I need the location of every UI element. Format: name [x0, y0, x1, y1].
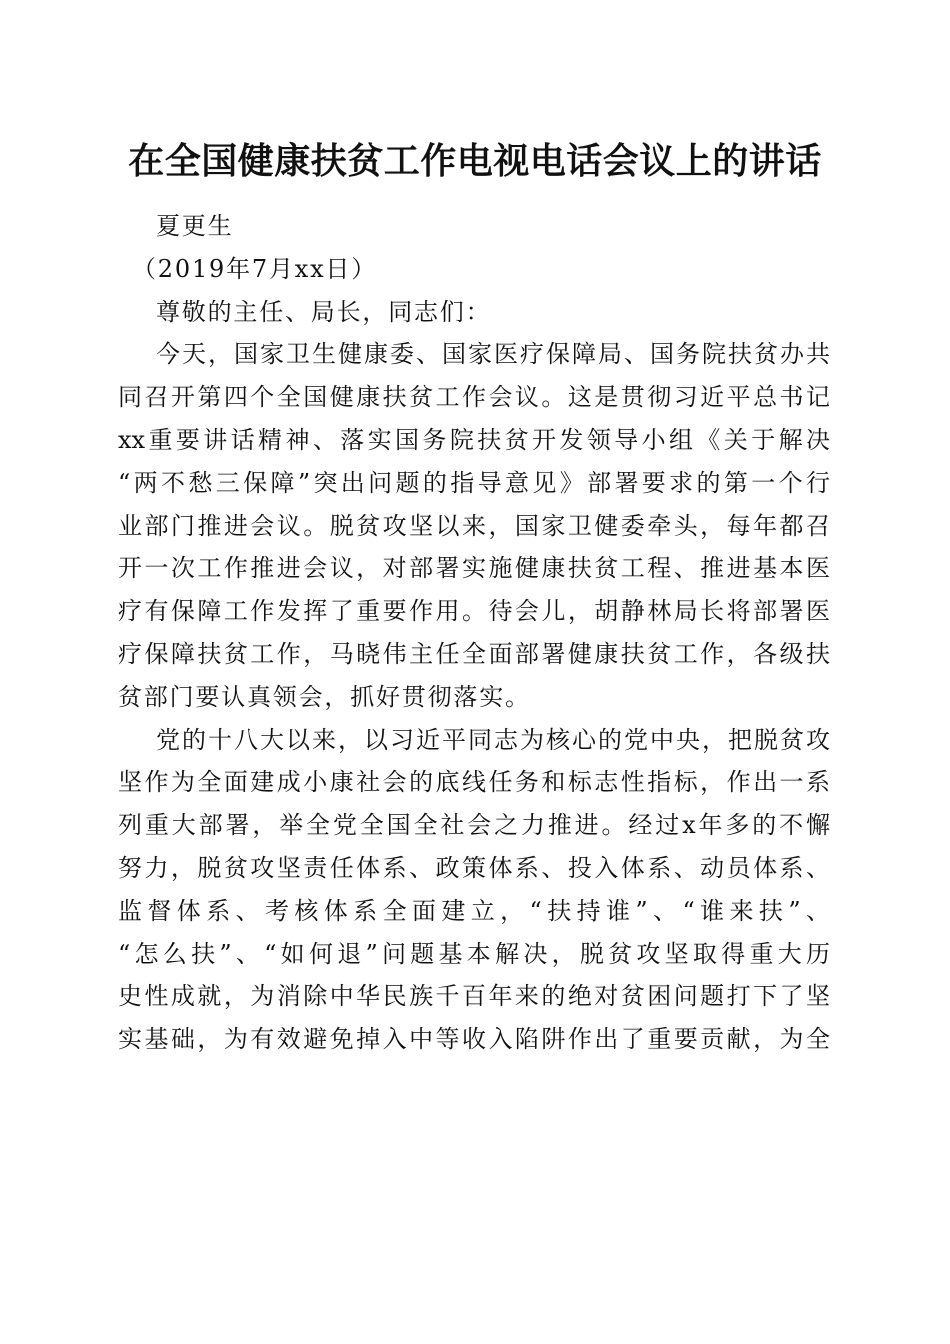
paragraph-line: 今天，国家卫生健康委、国家医疗保障局、国务院扶贫办共 — [156, 340, 830, 369]
paragraph-line: 努力，脱贫攻坚责任体系、政策体系、投入体系、动员体系、 — [118, 853, 830, 882]
paragraph-line: “怎么扶”、“如何退”问题基本解决，脱贫攻坚取得重大历 — [118, 939, 830, 968]
paragraph-line: “两不愁三保障”突出问题的指导意见》部署要求的第一个行 — [118, 468, 830, 497]
paragraph-line: 开一次工作推进会议，对部署实施健康扶贫工程、推进基本医 — [118, 554, 830, 583]
paragraph-line: 业部门推进会议。脱贫攻坚以来，国家卫健委牵头，每年都召 — [118, 511, 830, 540]
paragraph-line: 同召开第四个全国健康扶贫工作会议。这是贯彻习近平总书记 — [118, 383, 830, 412]
paragraph-2 — [118, 719, 830, 1061]
date-line: （2019年7月xx日） — [132, 254, 378, 283]
paragraph-line: 贫部门要认真领会，抓好贯彻落实。 — [118, 682, 531, 711]
salutation-line: 尊敬的主任、局长，同志们： — [156, 297, 492, 326]
paragraph-line: 史性成就，为消除中华民族千百年来的绝对贫困问题打下了坚 — [118, 982, 830, 1011]
author-line: 夏更生 — [156, 212, 234, 240]
document-title: 在全国健康扶贫工作电视电话会议上的讲话 — [128, 140, 822, 182]
paragraph-line: 党的十八大以来，以习近平同志为核心的党中央，把脱贫攻 — [156, 725, 830, 754]
paragraph-line: 疗保障扶贫工作，马晓伟主任全面部署健康扶贫工作，各级扶 — [118, 639, 830, 668]
paragraph-line: 实基础，为有效避免掉入中等收入陷阱作出了重要贡献，为全 — [118, 1025, 830, 1054]
paragraph-line: 监督体系、考核体系全面建立，“扶持谁”、“谁来扶”、 — [118, 896, 830, 925]
paragraph-line: 坚作为全面建成小康社会的底线任务和标志性指标，作出一系 — [118, 768, 830, 797]
paragraph-line: xx重要讲话精神、落实国务院扶贫开发领导小组《关于解决 — [118, 425, 830, 454]
paragraph-line: 疗有保障工作发挥了重要作用。待会儿，胡静林局长将部署医 — [118, 597, 830, 626]
paragraph-line: 列重大部署，举全党全国全社会之力推进。经过x年多的不懈 — [118, 811, 830, 840]
paragraph-1 — [118, 333, 830, 718]
document-body — [118, 205, 830, 1061]
